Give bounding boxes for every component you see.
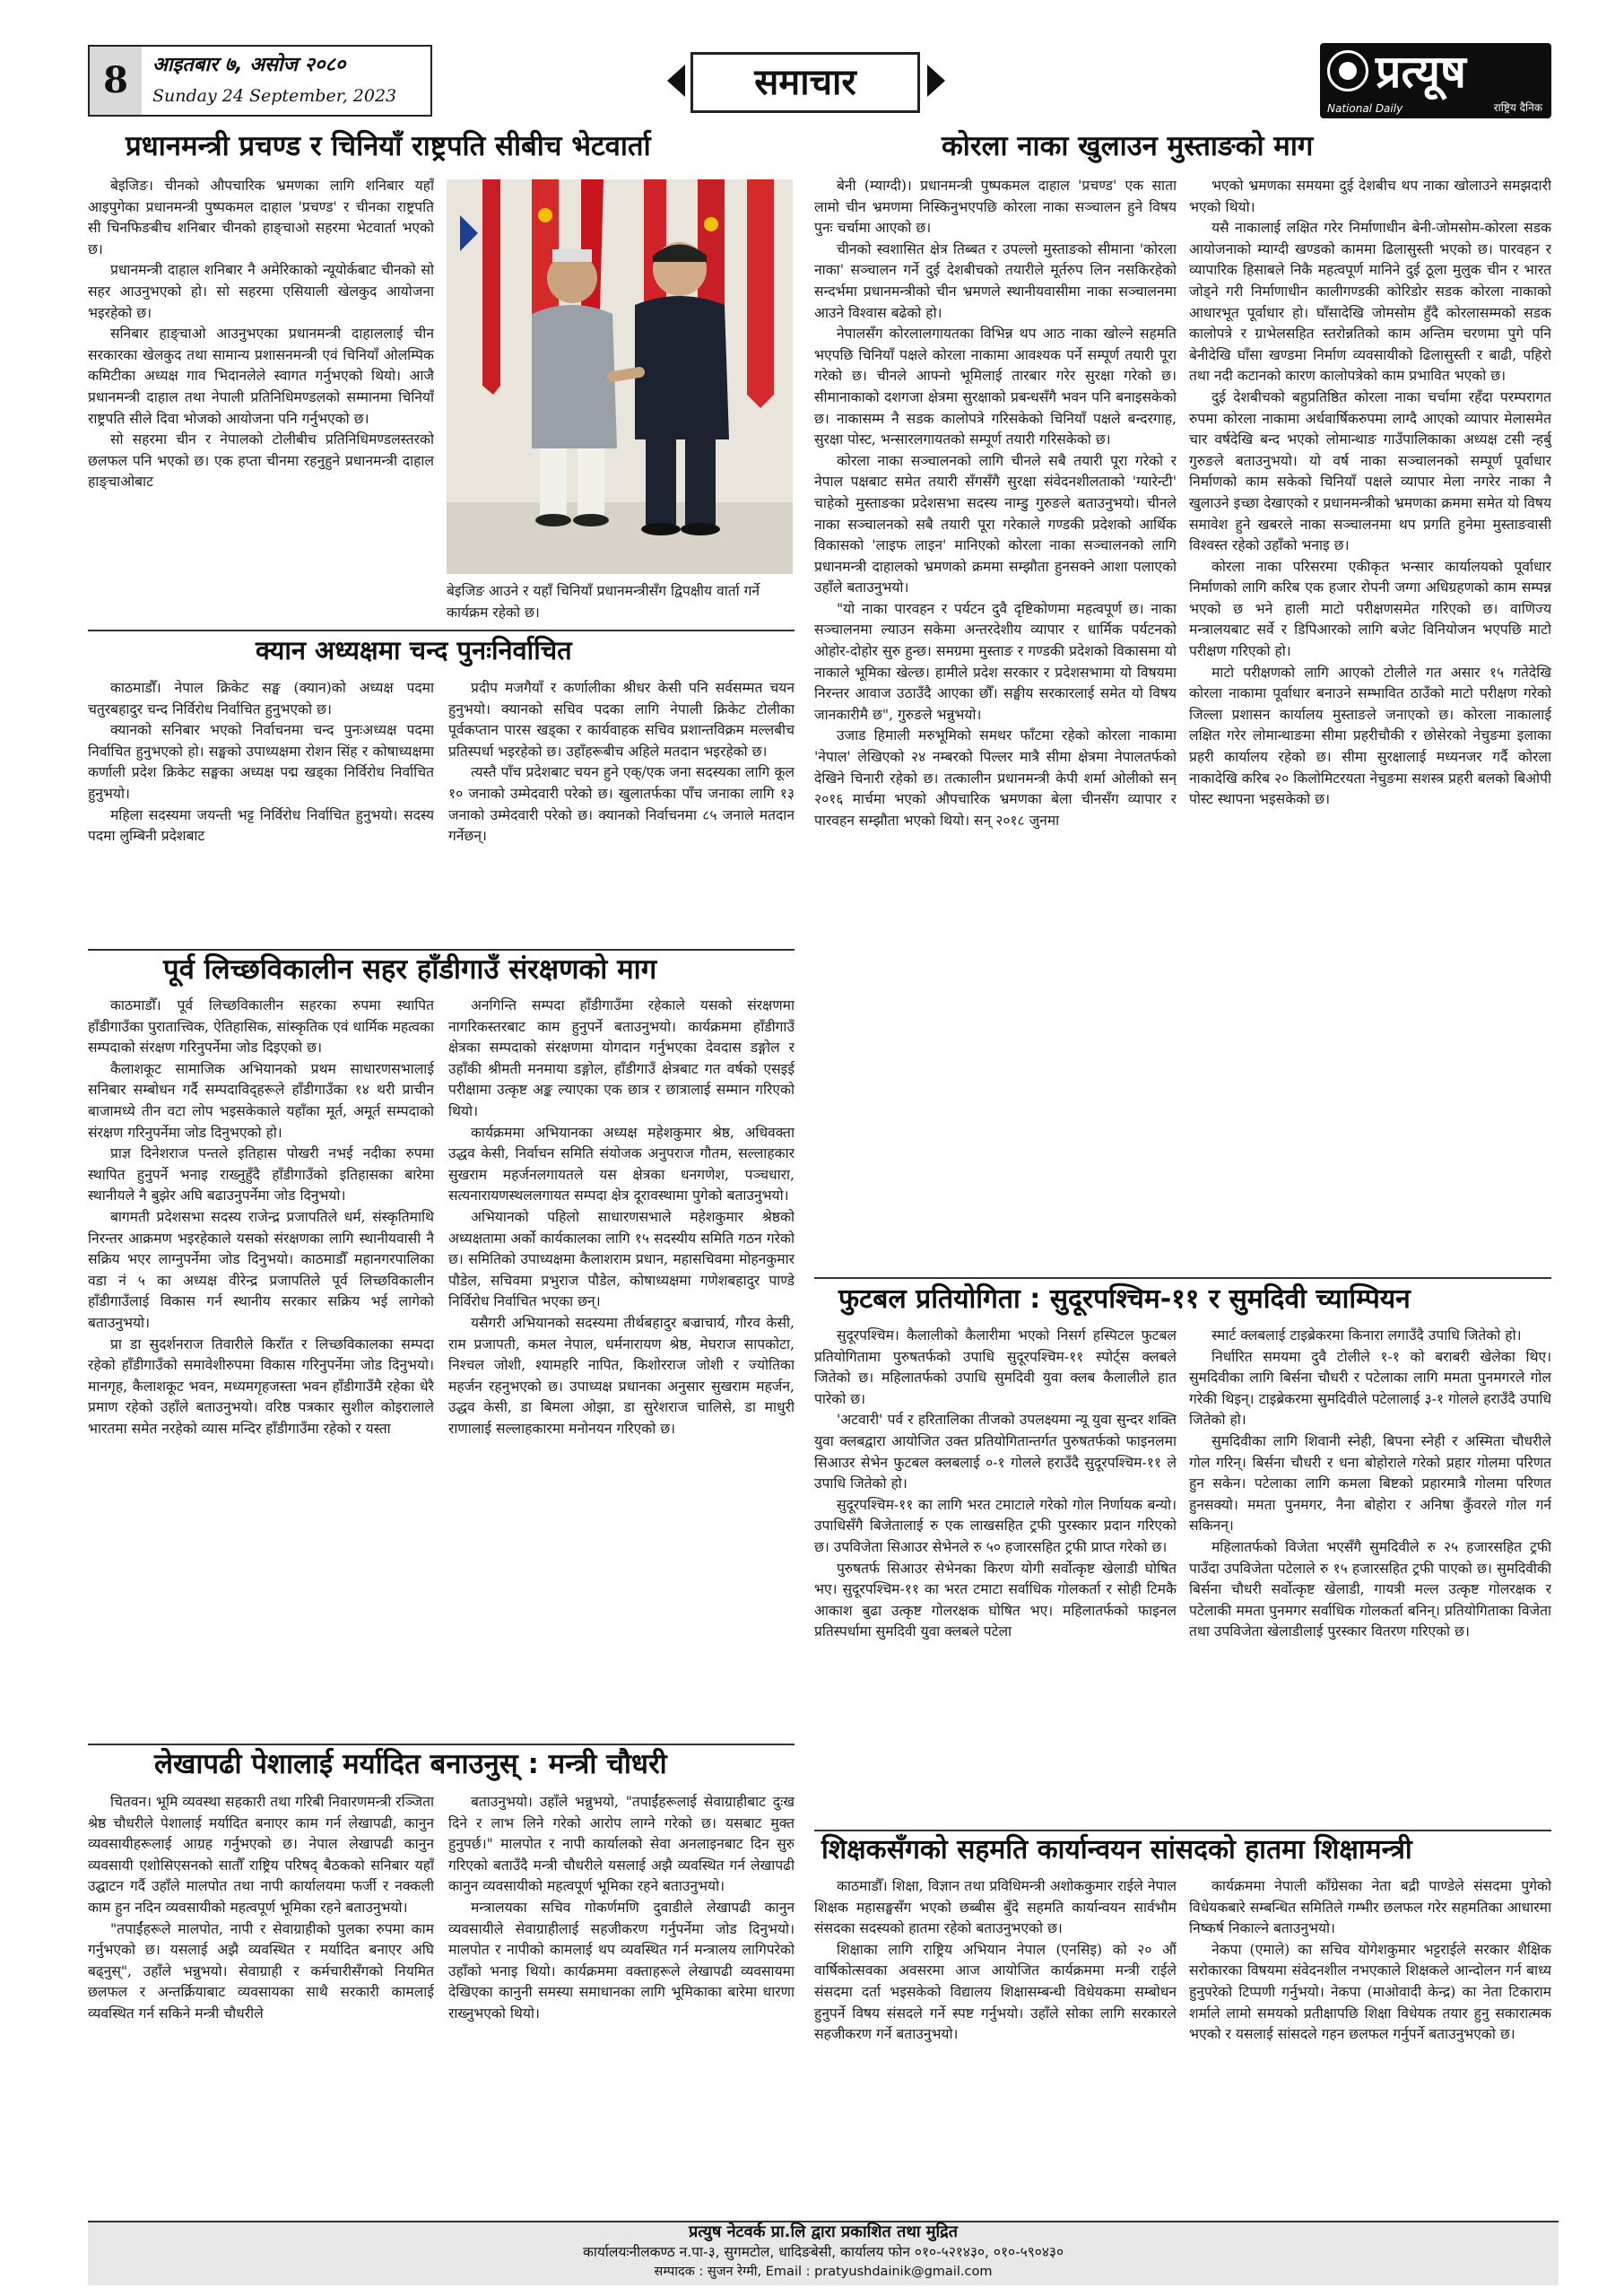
footer-office: कार्यालयःनीलकण्ठ न.पा-३, सुगमटोल, धादिङबेसी, कार्यालय फोन ०१०-५२१४३०, ०१०-५९०४३० [582,2244,1064,2260]
divider [88,949,795,951]
logo-tagline-np: राष्ट्रिय दैनिक [1493,101,1542,114]
headline-lekhapadhi: लेखापढी पेशालाई मर्यादित बनाउनुस् : मन्त्री चौधरी [154,1748,667,1780]
headline-pm-xi-meeting: प्रधानमन्त्री प्रचण्ड र चिनियाँ राष्ट्रपति सीबीच भेटवार्ता [126,130,651,162]
page-header-left [88,45,432,117]
article-teachers-col1: काठमाडौँ। शिक्षा, विज्ञान तथा प्रविधिमन्त्री अशोककुमार राईले नेपाल शिक्षक महासङ्घसँग भएको छब्बीस बुँदे सहमति कार्यान्वयन सार्वभौम संसदका सदस्यको हातमा रहेको बताउनुभएको छ। शिक्षाका लागि राष्ट्रिय अभियान नेपाल (एनसिइ) को २० औं वार्षिकोत्सवका अवसरमा आज आयोजित कार्यक्रममा मन्त्री राईले संसदमा दर्ता भइसकेको विद्यालय शिक्षासम्बन्धी विधेयकमा सम्बोधन हुनुपर्ने विषय संसदले गर्ने स्पष्ट गर्नुभयो। उहाँले सोका लागि सरकारले सहजीकरण गर्ने बताउनुभयो। [814,1878,1177,2043]
footer-publisher: प्रत्युष नेटवर्क प्रा.लि द्वारा प्रकाशित तथा मुद्रित [689,2222,958,2241]
date-english: Sunday 24 September, 2023 [152,86,397,106]
section-title: समाचार [690,52,920,113]
section-banner [667,52,945,115]
headline-handigaun: पूर्व लिच्छविकालीन सहर हाँडीगाउँ संरक्षणको माग [163,953,657,986]
article-handigaun-col1: काठमाडौँ। पूर्व लिच्छविकालीन सहरका रुपमा स्थापित हाँडीगाउँका पुरातात्त्विक, ऐतिहासिक, सांस्कृतिक एवं धार्मिक महत्वका सम्पदाको संरक्षण गरिनुपर्नेमा जोड दिइएको छ। कैलाशकूट सामाजिक अभियानको प्रथम साधारणसभालाई सनिबार सम्बोधन गर्दै सम्पदाविद्हरूले हाँडीगाउँका १४ थरी प्राचीन बाजामध्ये तीन वटा लोप भइसकेकाले यहाँका मूर्त, अमूर्त सम्पदाको संरक्षण गरिनुपर्नेमा जोड दिनुभएको हो। प्राज्ञ दिनेशराज पन्तले इतिहास पोखरी नभई नदीका रुपमा स्थापित हुनुपर्ने भनाइ राख्नुहुँदै हाँडीगाउँको इतिहासका बारेमा स्थानीयले नै बुझेर अघि बढाउनुपर्नेमा जोड दिनुभयो। बागमती प्रदेशसभा सदस्य राजेन्द्र प्रजापतिले धर्म, संस्कृतिमाथि निरन्तर आक्रमण भइरहेकाले यसको संरक्षणका लागि स्थानीयवासी नै सक्रिय भएर लाग्नुपर्नेमा जोड दिनुभयो। काठमाडौँ महानगरपालिका वडा नं ५ का अध्यक्ष वीरेन्द्र प्रजापतिले पूर्व लिच्छविकालीन हाँडीगाउँलाई विकास गर्न स्थानीय सरकार सक्रिय भई लागेको बताउनुभयो। प्रा डा सुदर्शनराज तिवारीले किराँत र लिच्छविकालका सम्पदा रहेको हाँडीगाउँको समावेशीरुपमा विकास गरिनुपर्नेमा जोड दिनुभयो। मानगृह, कैलाशकूट भवन, मध्यमगृहजस्ता भवन हाँडीगाउँमै रहेका धेरै प्रमाण रहेको उहाँले बताउनुभयो। वरिष्ठ पत्रकार सुशील कोइरालाले भारतमा समेत नरहेको व्यास मन्दिर हाँडीगाउँमा रहेको र यस्ता [88,997,434,1437]
article-korala-col2: भएको भ्रमणका समयमा दुई देशबीच थप नाका खोलाउने समझदारी भएको थियो। यसै नाकालाई लक्षित गरेर निर्माणाधीन बेनी-जोमसोम-कोरला सडक आयोजनाको म्याग्दी खण्डको काममा ढिलासुस्ती भएको छ। पारवहन र व्यापारिक हिसाबले निकै महत्वपूर्ण मानिने दुई ठूला मुलुक चीन र भारत जोड्ने गरी निर्माणाधीन कालीगण्डकी कोरिडोर सडक कोरला नाकाको आधारभूत पूर्वाधार हो। घाँसादेखि जोमसोम हुँदै कोरलासम्मको सडक कालोपत्रे र ग्राभेलसहित स्तरोन्नतिको काम अन्तिम चरणमा पुगे पनि बेनीदेखि घाँसा खण्डमा निर्माण व्यवसायीको ढिलासुस्ती र बाढी, पहिरो तथा नदी कटानको कारण कालोपत्रेको काम प्रभावित भएको छ। दुई देशबीचको बहुप्रतिष्ठित कोरला नाका चर्चामा रहँदा परम्परागत रुपमा कोरला नाकामा अर्धवार्षिकरुपमा लाग्दै आएको व्यापार मेलासमेत चार वर्षदेखि बन्द भएको लोमान्थाङ गाउँपालिकाका अध्यक्ष टसी न्हर्बु गुरुङले बताउनुभयो। यो वर्ष नाका सञ्चालनको सम्पूर्ण पूर्वाधार निर्माणको काम सकेको चिनियाँ पक्षले व्यापार मेला नगरेर नाका नै खुलाउने इच्छा देखाएको र प्रधानमन्त्रीको भ्रमणका क्रममा समेत यो विषय समावेश हुने खबरले नाका सञ्चालनमा थप प्रगति हुनेमा मुस्ताङवासी विश्वस्त रहेको उहाँको भनाइ छ। कोरला नाका परिसरमा एकीकृत भन्सार कार्यालयको पूर्वाधार निर्माणको लागि करिब एक हजार रोपनी जग्गा अधिग्रहणको काम सम्पन्न भएको छ भने हाली माटो परीक्षणसमेत गरिएको छ। वाणिज्य मन्त्रालयबाट सर्वे र डिपिआरको लागि बजेट विनियोजन भएपछि माटो परीक्षण गरिएको हो। माटो परीक्षणको लागि आएको टोलीले गत असार १५ गतेदेखि कोरला नाकामा पूर्वाधार बनाउने सम्भावित ठाउँको माटो परीक्षण गरेको जिल्ला प्रशासन कार्यालय मुस्ताङले जनाएको छ। कोरला नाकालाई लक्षित गरेर लोमान्थाङमा सीमा प्रहरीचौकी र छोसेरको नेचुङमा इलाका प्रहरी कार्यालय रहेको छ। सीमा सुरक्षालाई मध्यनजर गर्दै कोरला नाकादेखि करिब २० किलोमिटरयता नेचुङमा सशस्त्र प्रहरी बलको बिओपी पोस्ट स्थापना भइसकेको छ। [1189,178,1551,808]
page-number: 8 [90,47,142,115]
footer-editor-email: सम्पादक : सुजन रेग्मी, Email : pratyushdainik@gmail.com [654,2265,993,2279]
article-can-col1: काठमाडौँ। नेपाल क्रिकेट सङ्घ (क्यान)को अध्यक्ष पदमा चतुरबहादुर चन्द निर्विरोध निर्वाचित हुनुभएको छ। क्यानको सनिबार भएको निर्वाचनमा चन्द पुनःअध्यक्ष पदमा निर्वाचित हुनुभएको हो। सङ्घको उपाध्यक्षमा रोशन सिंह र कोषाध्यक्षमा कर्णाली प्रदेश क्रिकेट सङ्घका अध्यक्ष पद्म खड्का निर्विरोध निर्वाचित हुनुभयो। महिला सदस्यमा जयन्ती भट्ट निर्विरोध निर्वाचित हुनुभयो। सदस्य पदमा लुम्बिनी प्रदेशबाट [88,680,434,845]
article-pm-xi-col1: बेइजिङ। चीनको औपचारिक भ्रमणका लागि शनिबार यहाँ आइपुगेका प्रधानमन्त्री पुष्पकमल दाहाल 'प्रचण्ड' र चीनका राष्ट्रपति सी चिनफिङबीच शनिबार चीनको हाङ्चाओ सहरमा भेटवार्ता भएको छ। प्रधानमन्त्री दाहाल शनिबार नै अमेरिकाको न्यूयोर्कबाट चीनको सो सहर आउनुभएको हो। सो सहरमा एसियाली खेलकुद आयोजना भइरहेको छ। सनिबार हाङ्चाओ आउनुभएका प्रधानमन्त्री दाहाललाई चीन सरकारका खेलकुद तथा सामान्य प्रशासनमन्त्री एवं चिनियाँ ओलम्पिक कमिटीका अध्यक्ष गाव भिदानलेले स्वागत गर्नुभएको थियो। आजै प्रधानमन्त्री दाहाल तथा नेपाली प्रतिनिधिमण्डलको सम्मानमा चिनियाँ राष्ट्रपति सीले दिवा भोजको आयोजना पनि गर्नुभएको छ। सो सहरमा चीन र नेपालको टोलीबीच प्रतिनिधिमण्डलस्तरको छलफल पनि भएको छ। एक हप्ता चीनमा रहनुहुने प्रधानमन्त्री दाहाल हाङ्चाओबाट [88,178,434,491]
headline-teachers: शिक्षकसँगको सहमति कार्यान्वयन सांसदको हातमा शिक्षामन्त्री [821,1834,1412,1866]
divider [814,1830,1551,1831]
article-handigaun-col2: अनगिन्ति सम्पदा हाँडीगाउँमा रहेकाले यसको संरक्षणमा नागरिकस्तरबाट काम हुनुपर्ने बताउनुभयो। कार्यक्रममा हाँडीगाउँ क्षेत्रका सम्पदाको संरक्षणमा योगदान गर्नुभएका देवदास डङ्गोल र उहाँकी श्रीमती मनमाया डङ्गोल, हाँडीगाउँ क्षेत्रबाट गत वर्षको एसइई परीक्षामा उत्कृष्ट अङ्क ल्याएका एक छात्र र छात्रालाई सम्मान गरिएको थियो। कार्यक्रममा अभियानका अध्यक्ष महेशकुमार श्रेष्ठ, अधिवक्ता उद्धव केसी, निर्वाचन समिति संयोजक अनुपराज गौतम, सल्लाहकार सुखराम महर्जनलगायतले यस क्षेत्रका धनगणेश, पञ्चधारा, सत्यनारायणस्थललगायत सम्पदा क्षेत्र दूरावस्थामा पुगेको बताउनुभयो। अभियानको पहिलो साधारणसभाले महेशकुमार श्रेष्ठको अध्यक्षतामा अर्को कार्यकालका लागि १५ सदस्यीय समिति गठन गरेको छ। समितिको उपाध्यक्षमा कैलाशराम प्रधान, महासचिवमा मोहनकुमार पौडेल, सचिवमा प्रभुराज पौडेल, कोषाध्यक्षमा गणेशबहादुर पाण्डे निर्विरोध निर्वाचित भएका छन्। यसैगरी अभियानको सदस्यमा तीर्थबहादुर बज्राचार्य, गौरव केसी, राम प्रजापती, कमल नेपाल, धर्मनारायण श्रेष्ठ, मेघराज सापकोटा, निश्चल जोशी, श्यामहरि नापित, किशोरराज जोशी र ज्योतिका महर्जन रहनुभएको छ। उपाध्यक्ष प्रधानका अनुसार सुखराम महर्जन, उद्धव केसी, डा बिमला ओझा, डा सुरेशराज चालिसे, डा माधुरी राणालाई सल्लाहकारमा मनोनयन गरिएको छ। [448,997,795,1437]
divider [88,1744,795,1745]
photo-caption: बेइजिङ आउने र यहाँ चिनियाँ प्रधानमन्त्रीसँग द्विपक्षीय वार्ता गर्ने कार्यक्रम रहेको छ। [447,583,760,621]
date-nepali: आइतबार ७, असोज २०८० [152,54,346,76]
arrow-right-icon [927,65,945,97]
article-can-col2: प्रदीप मजगैयाँ र कर्णालीका श्रीधर केसी पनि सर्वसम्मत चयन हुनुभयो। क्यानको सचिव पदका लागि नेपाली क्रिकेट टोलीका पूर्वकप्तान पारस खड्का र कार्यवाहक सचिव प्रशान्तविक्रम मल्लबीच प्रतिस्पर्धा भइरहेको छ। उहाँहरूबीच अहिले मतदान भइरहेको छ। त्यस्तै पाँच प्रदेशबाट चयन हुने एक्/एक जना सदस्यका लागि कूल १० जनाको उम्मेदवारी परेको छ। खुलातर्फका पाँच जनाका लागि १३ जनाको उम्मेदवारी परेको छ। क्यानको निर्वाचनमा ८५ जनाले मतदान गर्नेछन्। [448,680,795,845]
article-football-col2: स्मार्ट क्लबलाई टाइब्रेकरमा किनारा लगाउँदै उपाधि जितेको हो। निर्धारित समयमा दुवै टोलीले १-१ को बराबरी खेलेका थिए। सुमदिवीका लागि बिर्सना चौधरी र पटेलाका लागि ममता पुनमगरले गोल गरेकी थिइन्। टाइब्रेकरमा सुमदिवीले पटेलालाई ३-१ गोलले हराउँदै उपाधि जितेको हो। सुमदिवीका लागि शिवानी स्नेही, बिपना स्नेही र अस्मिता चौधरीले गोल गरिन्। बिर्सना चौधरी र धना बोहोराले गरेको प्रहार गोलमा परिणत हुन सकेन। पटेलाका लागि कमला बिष्टको प्रहारमात्रै गोलमा परिणत हुनसक्यो। ममता पुनमगर, नैना बोहोरा र अनिषा कुँवरले गोल गर्न सकिनन्। महिलातर्फको विजेता भएसँगै सुमदिवीले रु २५ हजारसहित ट्रफी पाउँदा उपविजेता पटेलाले रु १५ हजारसहित ट्रफी पाएको छ। सुमदिवीकी बिर्सना चौधरी सर्वोत्कृष्ट खेलाडी, गायत्री मल्ल उत्कृष्ट गोलरक्षक र पटेलाकी ममता पुनमगर सर्वाधिक गोलकर्ता बनिन्। प्रतियोगिताका विजेता तथा उपविजेता खेलाडीलाई पुरस्कार वितरण गरिएको छ। [1189,1327,1551,1640]
article-teachers-col2: कार्यक्रममा नेपाली काँग्रेसका नेता बद्री पाण्डेले संसदमा पुगेको विधेयकबारे सम्बन्धित समितिले गम्भीर छलफल गरेर सहमतिका आधारमा निष्कर्ष निकाल्ने बताउनुभयो। नेकपा (एमाले) का सचिव योगेशकुमार भट्टराईले सरकार शैक्षिक सरोकारका विषयमा संवेदनशील नभएकाले शिक्षकले आन्दोलन गर्न बाध्य हुनुपरेको टिप्पणी गर्नुभयो। नेकपा (माओवादी केन्द्र) का नेता टिकाराम शर्माले लामो समयको प्रतीक्षापछि शिक्षा विधेयक तयार हुनु सकारात्मक भएको र यसलाई सांसदले गहन छलफल गर्नुपर्ने बताउनुभएको छ। [1189,1878,1551,2043]
logo-sun-icon [1327,50,1368,91]
article-korala-col1: बेनी (म्याग्दी)। प्रधानमन्त्री पुष्पकमल दाहाल 'प्रचण्ड' एक साता लामो चीन भ्रमणमा निस्किनुभएपछि कोरला नाका सञ्चालन हुने विषय पुनः चर्चामा आएको छ। चीनको स्वशासित क्षेत्र तिब्बत र उपल्लो मुस्ताङको सीमाना 'कोरला नाका' सञ्चालन गर्ने दुई देशबीचको तयारीले मूर्तरुप लिन नसकिरहेको सन्दर्भमा प्रधानमन्त्रीको चीन भ्रमणले स्थानीयवासीमा नाका सञ्चालनमा आउने विश्वास बढेको हो। नेपालसँग कोरलालगायतका विभिन्न थप आठ नाका खोल्ने सहमति भएपछि चिनियाँ पक्षले कोरला नाकामा आवश्यक पर्ने सम्पूर्ण तयारी पूरा गरेको छ। चीनले आफ्नो भूमिलाई तारबार गरेर सुरक्षा गरेको छ। सीमानाकाको दशगजा क्षेत्रमा सुरक्षाको प्रबन्धसँगै भवन पनि बनाइसकेको छ। नाकासम्म नै सडक कालोपत्रे गरिसकेको चिनियाँ पक्षले बन्दरगाह, सुरक्षा पोस्ट, भन्सारलगायतको सम्पूर्ण तयारी गरिसकेको छ। कोरला नाका सञ्चालनको लागि चीनले सबै तयारी पूरा गरेको र नेपाल पक्षबाट समेत तयारी सँगसँगै सुरक्षा संवेदनशीलताको 'ग्यारेन्टी' चाहेको मुस्ताङका प्रदेशसभा सदस्य नाम्डु गुरुङले बताउनुभयो। चीनले नाका सञ्चालनको सबै तयारी पूरा गरेकाले गण्डकी प्रदेशको आर्थिक विकासको 'लाइफ लाइन' मानिएको कोरला नाका सञ्चालनको लागि प्रधानमन्त्री दाहालको भ्रमणको क्रममा सम्झौता हुनसक्ने आशा पलाएको उहाँले बताउनुभयो। "यो नाका पारवहन र पर्यटन दुवै दृष्टिकोणमा महत्वपूर्ण छ। नाका सञ्चालनमा ल्याउन सकेमा अन्तरदेशीय व्यापार र धार्मिक पर्यटनको ओहोर-दोहोर सुरु हुन्छ। समग्रमा मुस्ताङ र गण्डकी प्रदेशको विकासमा यो नाकाले भूमिका खेल्छ। हामीले प्रदेश सरकार र प्रदेशसभामा यो विषयमा निरन्तर आवाज उठाउँदै आएका छौँ। सङ्घीय सरकारलाई समेत यो विषय जानकारीमै छ", गुरुङले भन्नुभयो। उजाड हिमाली मरुभूमिको समथर फाँटमा रहेको कोरला नाकामा 'नेपाल' लेखिएको २४ नम्बरको पिल्लर मात्रै सीमा क्षेत्रमा नेपालतर्फको देखिने चिनारी रहेको छ। तत्कालीन प्रधानमन्त्री केपी शर्मा ओलीको सन् २०१६ मार्चमा भएको औपचारिक भ्रमणका बेला चीनसँग व्यापार र पारवहन सम्झौता भएको थियो। सन् २०१८ जुनमा [814,178,1177,829]
divider [814,1277,1551,1279]
newspaper-logo [1320,43,1551,118]
divider [88,630,795,631]
handshake-photo-illustration [447,179,793,574]
photo-pm-xi-handshake [447,179,793,574]
logo-tagline-en: National Daily [1327,102,1403,115]
article-football-col1: सुदूरपश्चिम। कैलालीको कैलारीमा भएको निसर्ग हस्पिटल फुटबल प्रतियोगितामा पुरुषतर्फको उपाधि सुदूरपश्चिम-११ स्पोर्ट्स क्लबले जितेको छ। महिलातर्फको उपाधि सुमदिवी युवा क्लब कैलालीले हात पारेको छ। 'अटवारी' पर्व र हरितालिका तीजको उपलक्ष्यमा न्यू युवा सुन्दर शक्ति युवा क्लबद्वारा आयोजित उक्त प्रतियोगितान्तर्गत पुरुषतर्फको फाइनलमा सिआउर सेभेन फुटबल क्लबलाई ०-१ गोलले हराउँदै सुदूरपश्चिम-११ ले उपाधि जितेको हो। सुदूरपश्चिम-११ का लागि भरत टमाटाले गरेको गोल निर्णायक बन्यो। उपाधिसँगै बिजेतालाई रु एक लाखसहित ट्रफी पुरस्कार प्रदान गरिएको छ। उपविजेता सिआउर सेभेनले रु ५० हजारसहित ट्रफी प्राप्त गरेको छ। पुरुषतर्फ सिआउर सेभेनका किरण योगी सर्वोत्कृष्ट खेलाडी घोषित भए। सुदूरपश्चिम-११ का भरत टमाटा सर्वाधिक गोलकर्ता र सोही टिमकै आकाश बुढा उत्कृष्ट गोलरक्षक घोषित भए। महिलातर्फको फाइनल प्रतिस्पर्धामा सुमदिवी युवा क्लबले पटेला [814,1327,1177,1640]
headline-korala: कोरला नाका खुलाउन मुस्ताङको माग [942,130,1314,162]
arrow-left-icon [667,65,685,97]
logo-name: प्रत्यूष [1376,46,1466,98]
page-footer [88,2221,1559,2285]
article-lekhapadhi-col2: बताउनुभयो। उहाँले भन्नुभयो, "तपाईंहरूलाई सेवाग्राहीबाट दुःख दिने र लाभ लिने गरेको आरोप लाग्ने गरेको छ। यसबाट मुक्त हुनुपर्छ।" मालपोत र नापी कार्यालको सेवा अनलाइनबाट दिन सुरु गरिएको बताउँदै मन्त्री चौधरीले यसलाई अझै व्यवस्थित गर्न लेखापढी कानुन व्यवसायीको महत्वपूर्ण भूमिका रहने बताउनुभयो। मन्त्रालयका सचिव गोकर्णमणि दुवाडीले लेखापढी कानुन व्यवसायीले सेवाग्राहीलाई सहजीकरण गर्नुपर्नेमा जोड दिनुभयो। मालपोत र नापीको कामलाई थप व्यवस्थित गर्न मन्त्रालय लागिपरेको उहाँको भनाइ थियो। कार्यक्रममा वक्ताहरूले लेखापढी व्यवसायमा देखिएका कानुनी समस्या समाधानका लागि भूमिकाका बारेमा धारणा राख्नुभएको थियो। [448,1794,795,2022]
headline-football: फुटबल प्रतियोगिता : सुदूरपश्चिम-११ र सुमदिवी च्याम्पियन [838,1283,1411,1315]
article-lekhapadhi-col1: चितवन। भूमि व्यवस्था सहकारी तथा गरिबी निवारणमन्त्री रञ्जिता श्रेष्ठ चौधरीले पेशालाई मर्यादित बनाएर काम गर्न लेखापढी, कानुन व्यवसायीहरूलाई आग्रह गर्नुभएको छ। नेपाल लेखापढी कानुन व्यवसायी एशोसिएसनको सातौँ राष्ट्रिय परिषद् बैठकको सनिबार यहाँ उद्घाटन गर्दै उहाँले मालपोत तथा नापी कार्यालयमा फर्जी र नक्कली काम हुन नदिन व्यवसायीको महत्वपूर्ण भूमिका रहने बताउनुभयो। "तपाईंहरूले मालपोत, नापी र सेवाग्राहीको पुलका रुपमा काम गर्नुभएको छ। यसलाई अझै व्यवस्थित र मर्यादित बनाएर अघि बढ्नुस्", उहाँले भन्नुभयो। सेवाग्राही र कर्मचारीसँगको नियमित छलफल र अन्तर्क्रियाबाट व्यवसायका साथै सरकारी कामलाई व्यवस्थित गर्न सकिने मन्त्री चौधरीले [88,1794,434,2022]
headline-can-election: क्यान अध्यक्षमा चन्द पुनःनिर्वाचित [256,635,572,665]
